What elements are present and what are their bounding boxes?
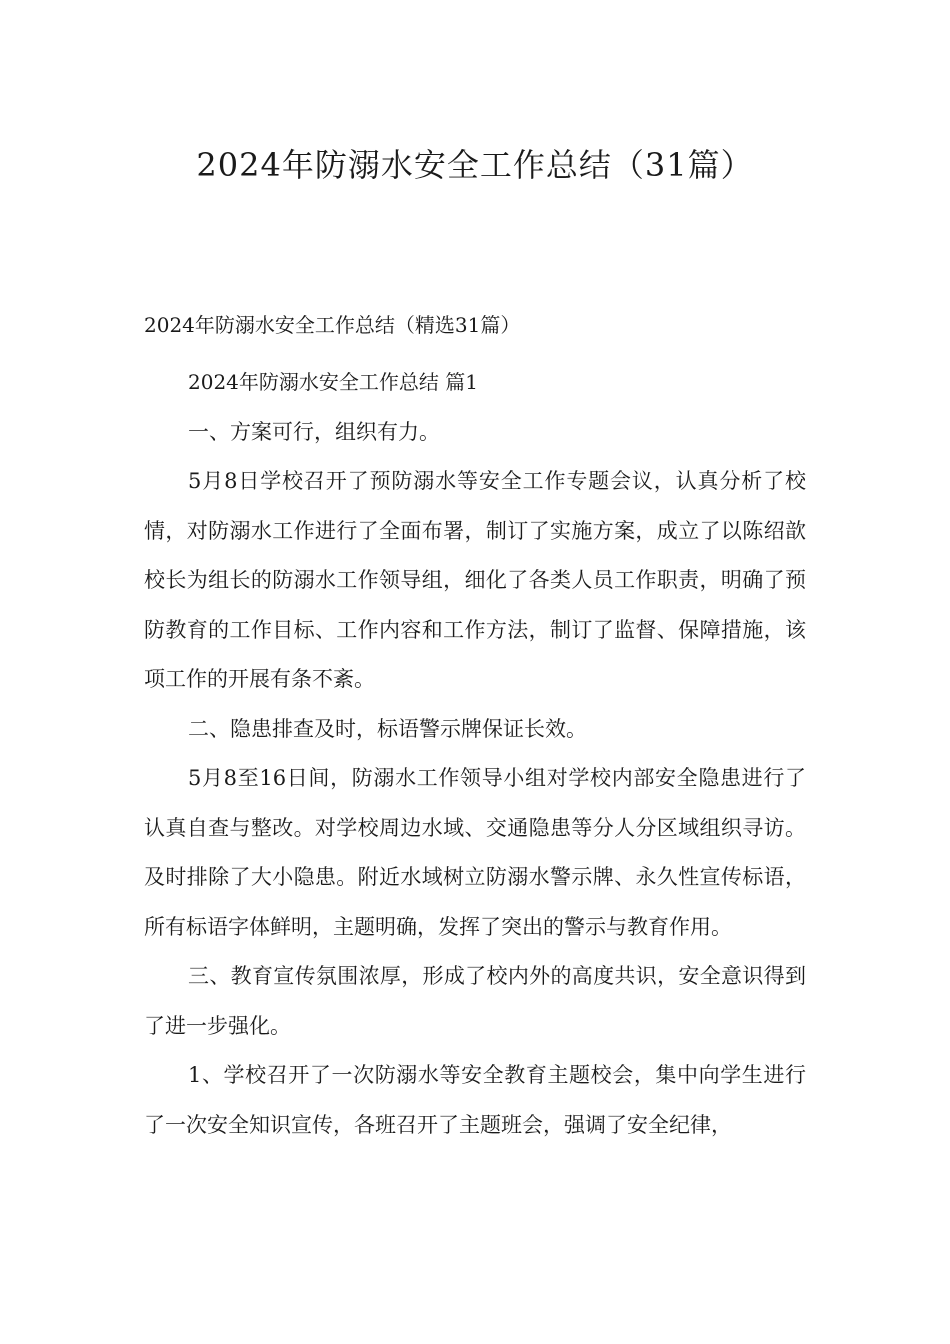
document-subtitle: 2024年防溺水安全工作总结（精选31篇） [144,313,521,337]
section-heading-3: 三、教育宣传氛围浓厚，形成了校内外的高度共识，安全意识得到了进一步强化。 [144,964,806,1038]
document-title: 2024年防溺水安全工作总结（31篇） [196,146,754,184]
paragraph: 1、学校召开了一次防溺水等安全教育主题校会，集中向学生进行了一次安全知识宣传，各班召开了主题班会，强调了安全纪律， [144,1063,806,1137]
section-heading-1: 一、方案可行，组织有力。 [188,419,440,444]
document-body [144,358,806,1150]
paragraph: 5月8至16日间，防溺水工作领导小组对学校内部安全隐患进行了认真自查与整改。对学校周边水域、交通隐患等分人分区域组织寻访。及时排除了大小隐患。附近水域树立防溺水警示牌、永久性宣传标语，所有标语字体鲜明，主题明确，发挥了突出的警示与教育作用。 [144,766,806,939]
section-heading-2: 二、隐患排查及时，标语警示牌保证长效。 [188,716,587,741]
paragraph: 5月8日学校召开了预防溺水等安全工作专题会议，认真分析了校情，对防溺水工作进行了全面布署，制订了实施方案，成立了以陈绍歆校长为组长的防溺水工作领导组，细化了各类人员工作职责，明确了预防教育的工作目标、工作内容和工作方法，制订了监督、保障措施，该项工作的开展有条不紊。 [144,469,806,691]
section-heading-article-1: 2024年防溺水安全工作总结 篇1 [188,370,478,394]
